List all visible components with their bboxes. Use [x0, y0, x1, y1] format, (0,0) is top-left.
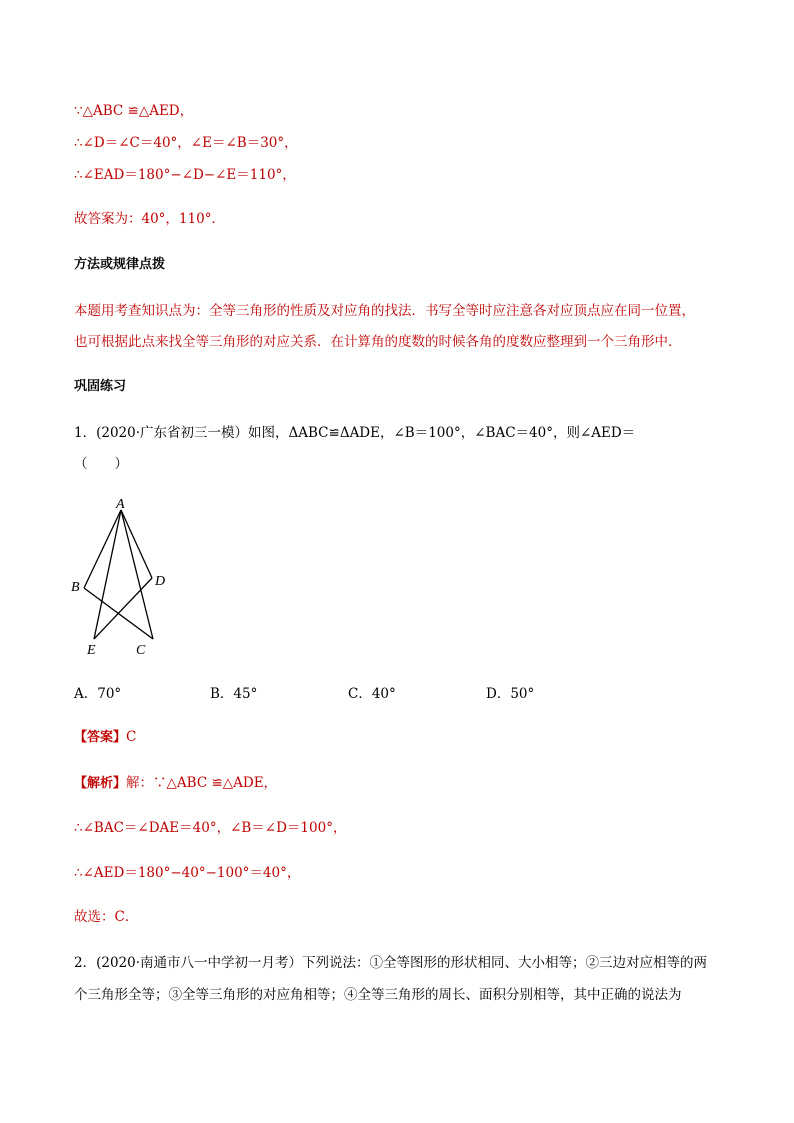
- prev-solution-line-3: ∴∠EAD＝180°−∠D−∠E＝110°，: [74, 167, 296, 183]
- label-D: D: [155, 574, 166, 589]
- method-heading: 方法或规律点拨: [74, 257, 166, 272]
- question-1-line-2: （ ）: [74, 456, 128, 472]
- prev-solution-answer: 故答案为：40°，110°．: [74, 211, 225, 227]
- choice-a: A．70°: [74, 686, 122, 702]
- segment-AD: [121, 510, 152, 578]
- analysis-line-4: 故选：C．: [74, 909, 139, 925]
- method-line-2: 也可根据此点来找全等三角形的对应关系．在计算角的度数的时候各角的度数应整理到一个三角形中．: [74, 334, 682, 350]
- segment-AB: [84, 510, 121, 588]
- question-2-line-2: 个三角形全等；③全等三角形的对应角相等；④全等三角形的周长、面积分别相等，其中正确的说法为: [74, 987, 682, 1003]
- analysis-line-2: ∴∠BAC＝∠DAE＝40°，∠B＝∠D＝100°，: [74, 820, 347, 836]
- question-2-line-1: 2．(2020·南通市八一中学初一月考）下列说法：①全等图形的形状相同、大小相等；②三边对应相等的两: [74, 955, 708, 971]
- segment-AE: [94, 510, 121, 639]
- analysis-line-3: ∴∠AED＝180°−40°−100°＝40°，: [74, 865, 301, 881]
- method-line-1: 本题用考查知识点为：全等三角形的性质及对应角的找法．书写全等时应注意各对应顶点应在同一位置，: [74, 303, 695, 319]
- answer-value: C: [126, 729, 137, 745]
- answer-line: [74, 728, 136, 747]
- analysis-line-1: [74, 774, 277, 793]
- analysis-tag: 【解析】: [74, 776, 127, 791]
- choice-b: B．45°: [210, 686, 258, 702]
- triangle-figure: [66, 496, 176, 662]
- segment-DE: [94, 578, 152, 639]
- label-A: A: [116, 497, 125, 512]
- prev-solution-line-1: ∵△ABC ≌△AED，: [74, 103, 194, 119]
- label-B: B: [71, 580, 80, 595]
- analysis-text-1: 解：∵△ABC ≌△ADE，: [126, 775, 278, 791]
- choice-d: D．50°: [486, 686, 535, 702]
- answer-tag: 【答案】: [74, 730, 127, 745]
- prev-solution-line-2: ∴∠D＝∠C＝40°，∠E＝∠B＝30°，: [74, 135, 298, 151]
- question-1-line-1: 1．(2020·广东省初三一模）如图，ΔABC≌ΔADE，∠B＝100°，∠BAC＝40°，则∠AED＝: [74, 425, 636, 441]
- choice-c: C．40°: [348, 686, 396, 702]
- label-C: C: [136, 643, 146, 658]
- practice-heading: 巩固练习: [74, 379, 127, 394]
- label-E: E: [87, 643, 96, 658]
